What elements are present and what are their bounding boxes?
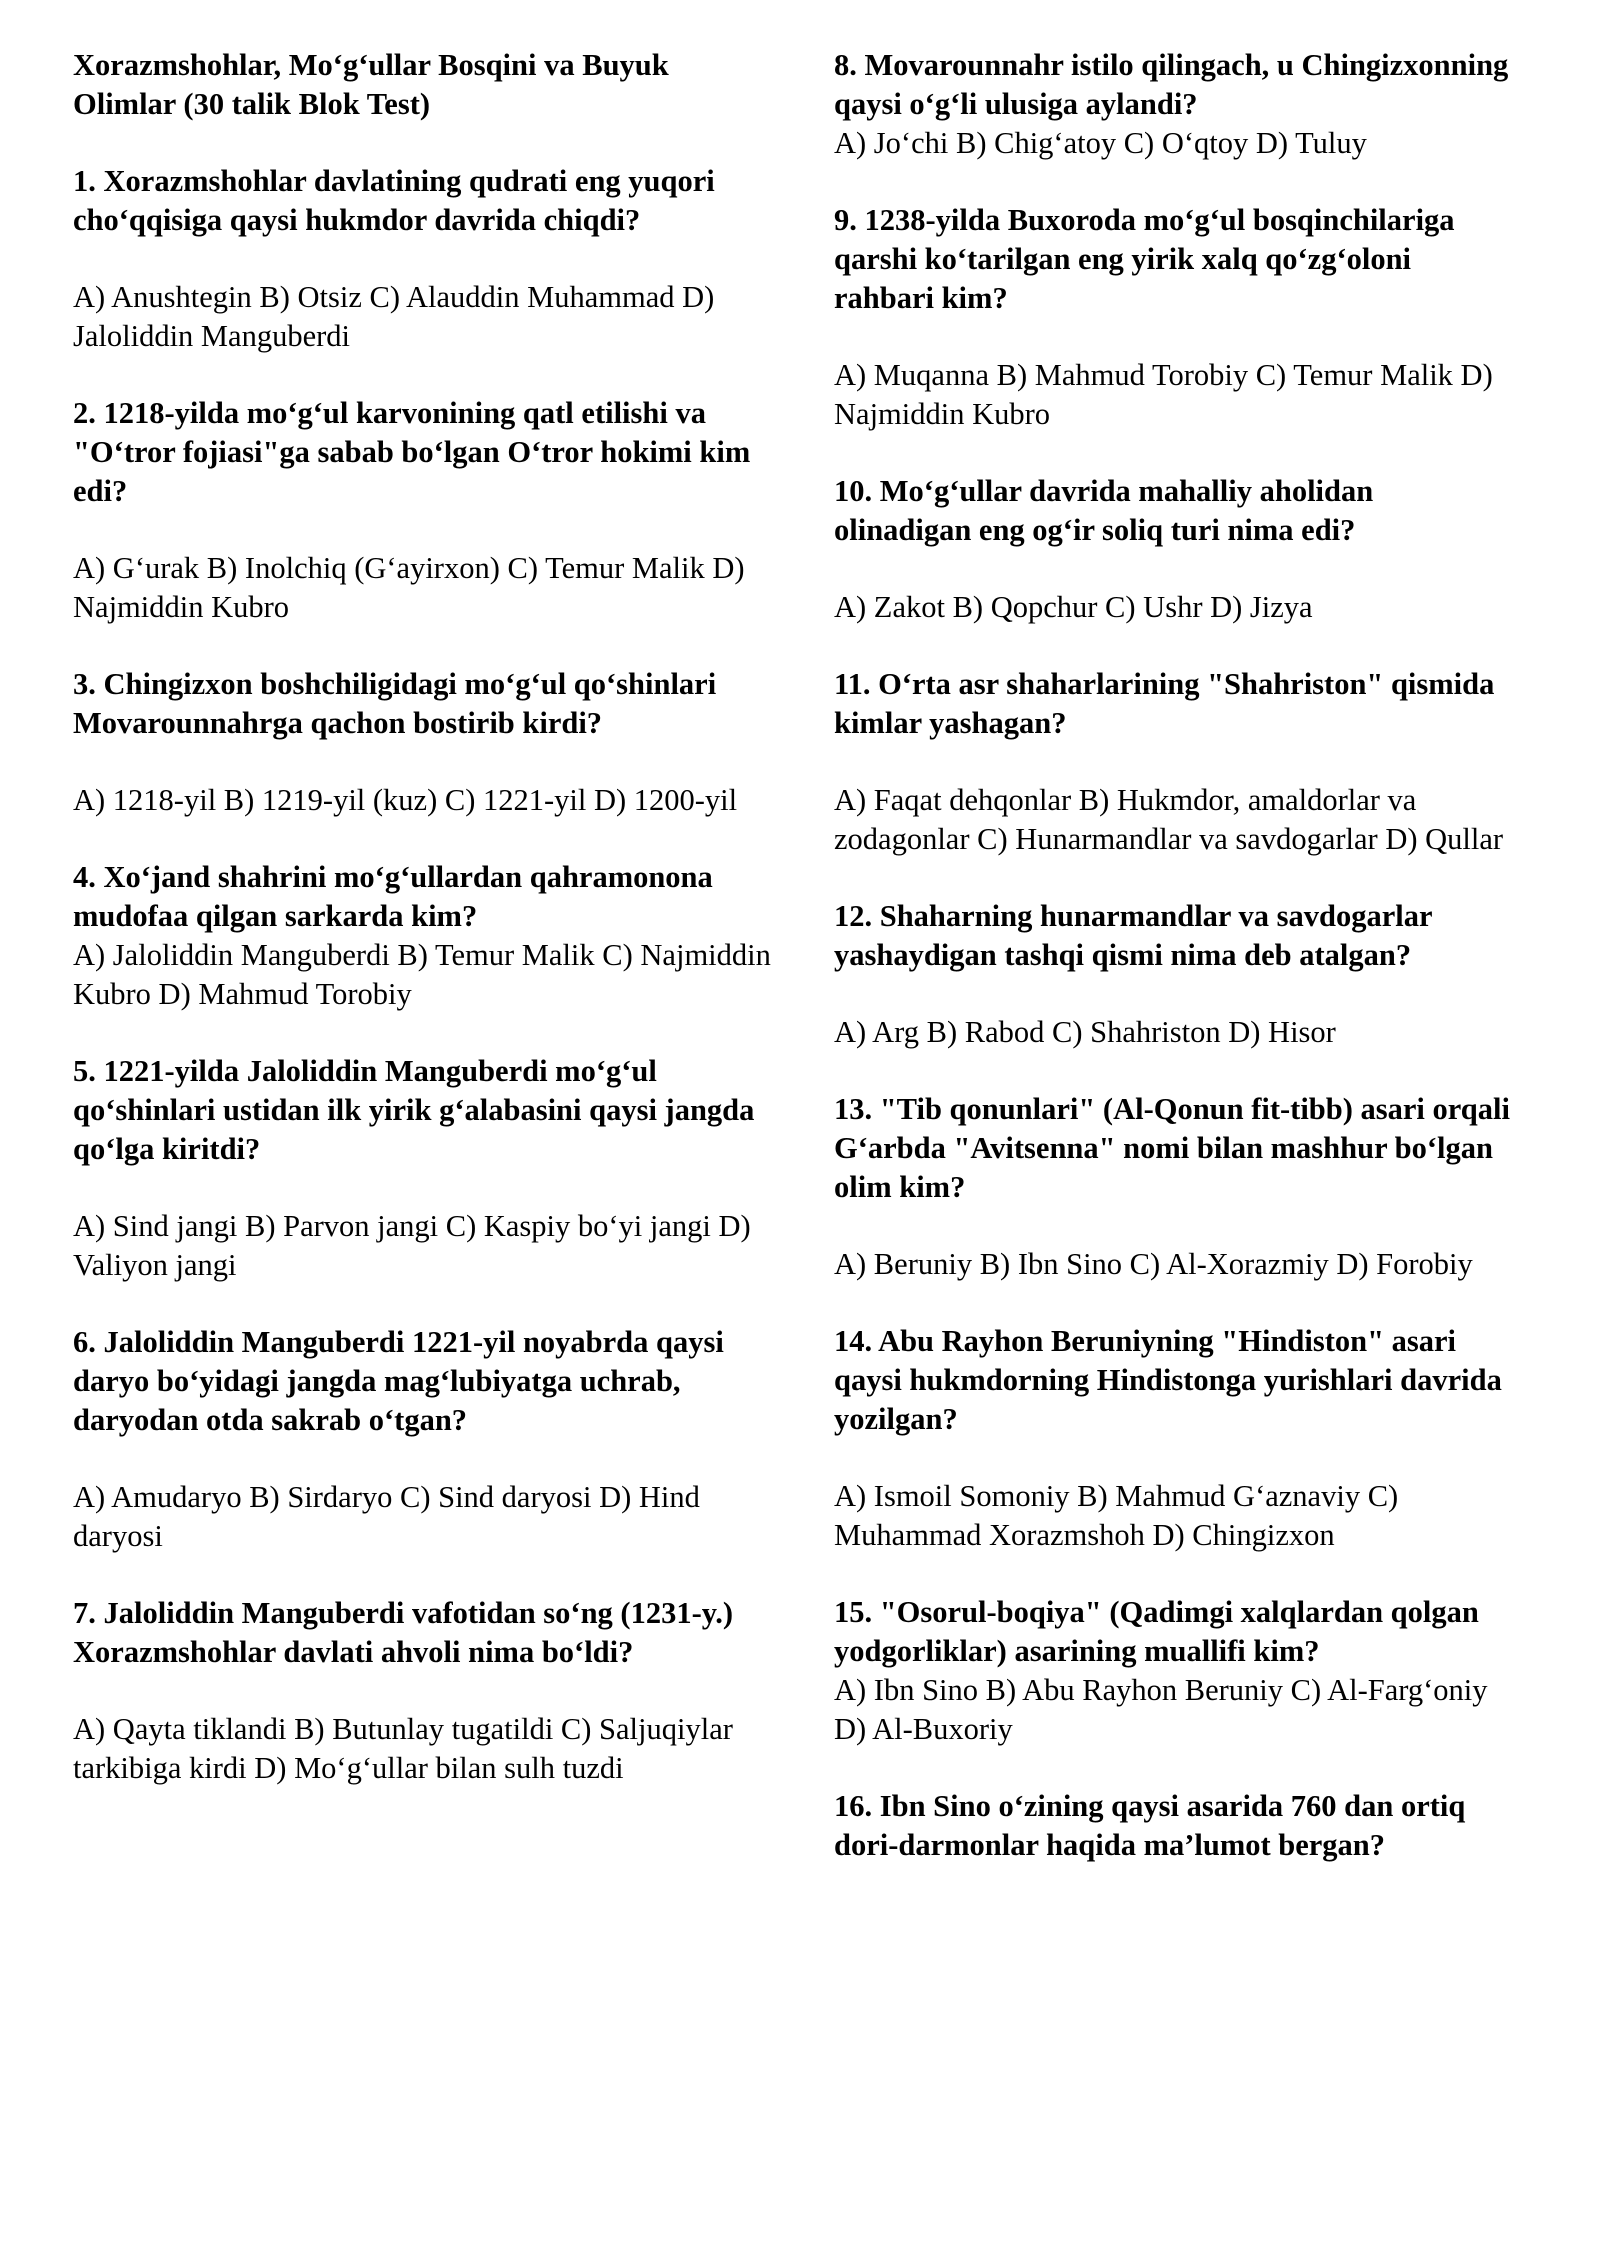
answer-options: A) Arg B) Rabod C) Shahriston D) Hisor xyxy=(834,1015,1336,1049)
question-text: 5. 1221-yilda Jaloliddin Manguberdi mo‘g‘ul qo‘shinlari ustidan ilk yirik g‘alabasini qaysi jangda qo‘lga kiritdi? xyxy=(73,1054,755,1166)
question-10 xyxy=(834,472,1514,627)
answer-options: A) Beruniy B) Ibn Sino C) Al-Xorazmiy D) Forobiy xyxy=(834,1247,1473,1281)
answer-options: A) Amudaryo B) Sirdaryo C) Sind daryosi D) Hind daryosi xyxy=(73,1480,700,1553)
answer-options: A) 1218-yil B) 1219-yil (kuz) C) 1221-yil D) 1200-yil xyxy=(73,783,738,817)
question-text: 10. Mo‘g‘ullar davrida mahalliy aholidan olinadigan eng og‘ir soliq turi nima edi? xyxy=(834,474,1374,547)
question-text: 4. Xo‘jand shahrini mo‘g‘ullardan qahramonona mudofaa qilgan sarkarda kim? xyxy=(73,860,713,933)
answer-options: A) Zakot B) Qopchur C) Ushr D) Jizya xyxy=(834,590,1313,624)
answer-options: A) Ibn Sino B) Abu Rayhon Beruniy C) Al-Farg‘oniy D) Al-Buxoriy xyxy=(834,1673,1488,1746)
answer-options: A) Jo‘chi B) Chig‘atoy C) O‘qtoy D) Tuluy xyxy=(834,126,1367,160)
right-column xyxy=(834,46,1514,1865)
question-1 xyxy=(73,162,773,356)
answer-options: A) Muqanna B) Mahmud Torobiy C) Temur Malik D) Najmiddin Kubro xyxy=(834,358,1493,431)
question-text: 2. 1218-yilda mo‘g‘ul karvonining qatl etilishi va "O‘tror fojiasi"ga sabab bo‘lgan O‘tror hokimi kim edi? xyxy=(73,396,751,508)
document-title: Xorazmshohlar, Mo‘g‘ullar Bosqini va Buyuk Olimlar (30 talik Blok Test) xyxy=(73,48,669,121)
question-4 xyxy=(73,858,773,1014)
answer-options: A) Ismoil Somoniy B) Mahmud G‘aznaviy C) Muhammad Xorazmshoh D) Chingizxon xyxy=(834,1479,1399,1552)
question-8 xyxy=(834,46,1514,163)
question-3 xyxy=(73,665,773,820)
question-text: 9. 1238-yilda Buxoroda mo‘g‘ul bosqinchilariga qarshi ko‘tarilgan eng yirik xalq qo‘zg‘oloni rahbari kim? xyxy=(834,203,1455,315)
question-text: 1. Xorazmshohlar davlatining qudrati eng yuqori cho‘qqisiga qaysi hukmdor davrida chiqdi? xyxy=(73,164,715,237)
answer-options: A) Faqat dehqonlar B) Hukmdor, amaldorlar va zodagonlar C) Hunarmandlar va savdogarlar D) Qullar xyxy=(834,783,1504,856)
question-15 xyxy=(834,1593,1514,1749)
answer-options: A) Qayta tiklandi B) Butunlay tugatildi C) Saljuqiylar tarkibiga kirdi D) Mo‘g‘ullar bilan sulh tuzdi xyxy=(73,1712,733,1785)
question-2 xyxy=(73,394,773,627)
question-text: 8. Movarounnahr istilo qilingach, u Chingizxonning qaysi o‘g‘li ulusiga aylandi? xyxy=(834,48,1509,121)
question-text: 16. Ibn Sino o‘zining qaysi asarida 760 dan ortiq dori-darmonlar haqida ma’lumot bergan? xyxy=(834,1789,1466,1862)
question-text: 11. O‘rta asr shaharlarining "Shahriston" qismida kimlar yashagan? xyxy=(834,667,1495,740)
question-16 xyxy=(834,1787,1514,1865)
question-text: 3. Chingizxon boshchiligidagi mo‘g‘ul qo‘shinlari Movarounnahrga qachon bostirib kirdi? xyxy=(73,667,717,740)
question-text: 14. Abu Rayhon Beruniyning "Hindiston" asari qaysi hukmdorning Hindistonga yurishlari davrida yozilgan? xyxy=(834,1324,1502,1436)
question-12 xyxy=(834,897,1514,1052)
question-11 xyxy=(834,665,1514,859)
question-text: 12. Shaharning hunarmandlar va savdogarlar yashaydigan tashqi qismi nima deb atalgan? xyxy=(834,899,1432,972)
answer-options: A) Sind jangi B) Parvon jangi C) Kaspiy bo‘yi jangi D) Valiyon jangi xyxy=(73,1209,751,1282)
question-text: 13. "Tib qonunlari" (Al-Qonun fit-tibb) asari orqali G‘arbda "Avitsenna" nomi bilan mashhur bo‘lgan olim kim? xyxy=(834,1092,1510,1204)
question-6 xyxy=(73,1323,773,1556)
answer-options: A) Anushtegin B) Otsiz C) Alauddin Muhammad D) Jaloliddin Manguberdi xyxy=(73,280,715,353)
question-7 xyxy=(73,1594,773,1788)
question-14 xyxy=(834,1322,1514,1555)
question-9 xyxy=(834,201,1514,434)
question-13 xyxy=(834,1090,1514,1284)
answer-options: A) G‘urak B) Inolchiq (G‘ayirxon) C) Temur Malik D) Najmiddin Kubro xyxy=(73,551,745,624)
question-text: 7. Jaloliddin Manguberdi vafotidan so‘ng (1231-y.) Xorazmshohlar davlati ahvoli nima bo‘ldi? xyxy=(73,1596,734,1669)
question-5 xyxy=(73,1052,773,1285)
question-text: 6. Jaloliddin Manguberdi 1221-yil noyabrda qaysi daryo bo‘yidagi jangda mag‘lubiyatga uchrab, daryodan otda sakrab o‘tgan? xyxy=(73,1325,724,1437)
answer-options: A) Jaloliddin Manguberdi B) Temur Malik C) Najmiddin Kubro D) Mahmud Torobiy xyxy=(73,938,771,1011)
question-text: 15. "Osorul-boqiya" (Qadimgi xalqlardan qolgan yodgorliklar) asarining muallifi kim? xyxy=(834,1595,1479,1668)
left-column xyxy=(73,46,773,1788)
